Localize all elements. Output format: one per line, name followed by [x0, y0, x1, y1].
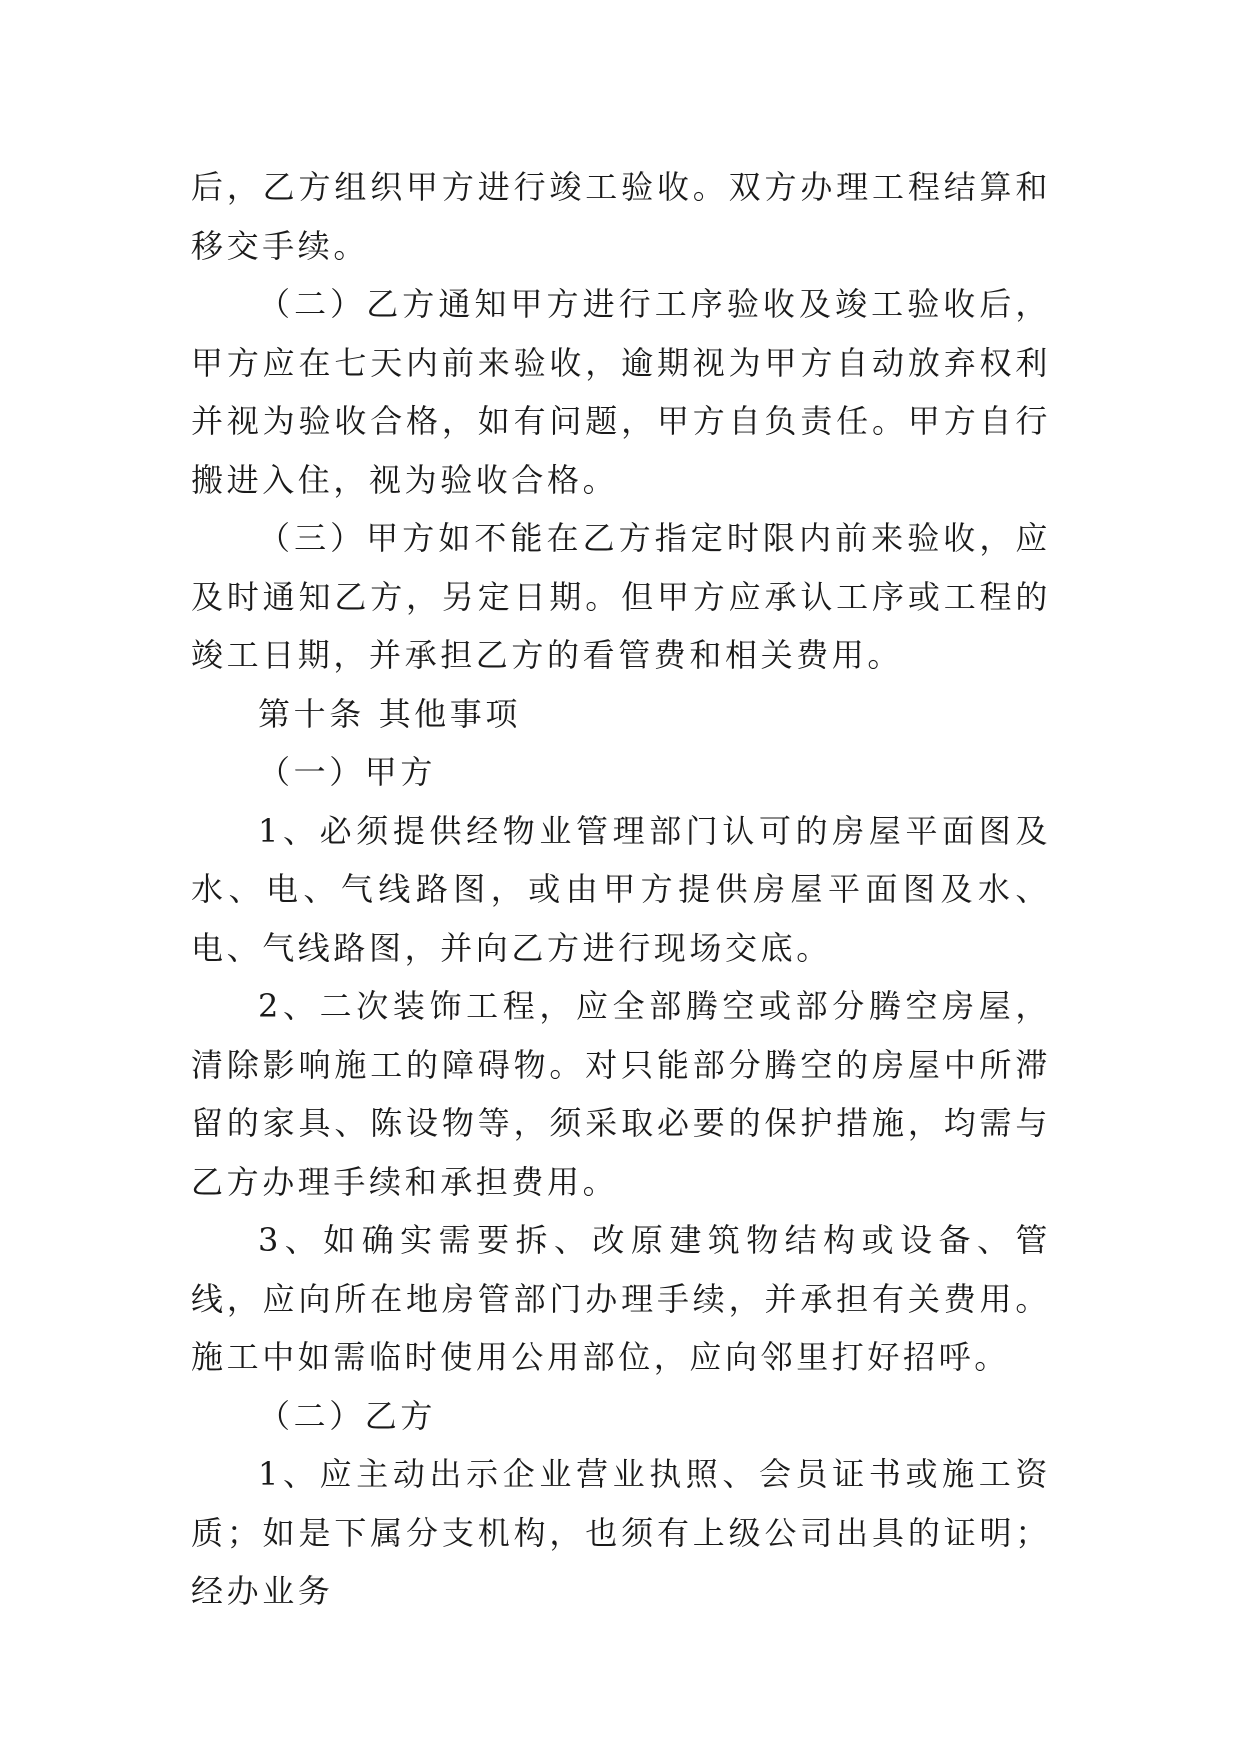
document-body: [191, 158, 1051, 1621]
section-heading: 第十条 其他事项: [258, 694, 521, 733]
paragraph: 1、应主动出示企业营业执照、会员证书或施工资质；如是下属分支机构，也须有上级公司出具的证明；经办业务: [191, 1455, 1051, 1610]
paragraph: 3、如确实需要拆、改原建筑物结构或设备、管线，应向所在地房管部门办理手续，并承担有关费用。施工中如需临时使用公用部位，应向邻里打好招呼。: [191, 1221, 1051, 1376]
subsection-heading: （二）乙方: [258, 1396, 437, 1435]
subsection-heading: （一）甲方: [258, 753, 437, 791]
paragraph: 后，乙方组织甲方进行竣工验收。双方办理工程结算和移交手续。: [191, 168, 1051, 265]
paragraph: （二）乙方通知甲方进行工序验收及竣工验收后，甲方应在七天内前来验收，逾期视为甲方自动放弃权利并视为验收合格，如有问题，甲方自负责任。甲方自行搬进入住，视为验收合格。: [191, 285, 1051, 499]
paragraph: 1、必须提供经物业管理部门认可的房屋平面图及水、电、气线路图，或由甲方提供房屋平面图及水、电、气线路图，并向乙方进行现场交底。: [191, 811, 1051, 967]
paragraph: （三）甲方如不能在乙方指定时限内前来验收，应及时通知乙方，另定日期。但甲方应承认工序或工程的竣工日期，并承担乙方的看管费和相关费用。: [191, 519, 1051, 674]
paragraph: 2、二次装饰工程，应全部腾空或部分腾空房屋，清除影响施工的障碍物。对只能部分腾空的房屋中所滞留的家具、陈设物等，须采取必要的保护措施，均需与乙方办理手续和承担费用。: [191, 987, 1051, 1201]
